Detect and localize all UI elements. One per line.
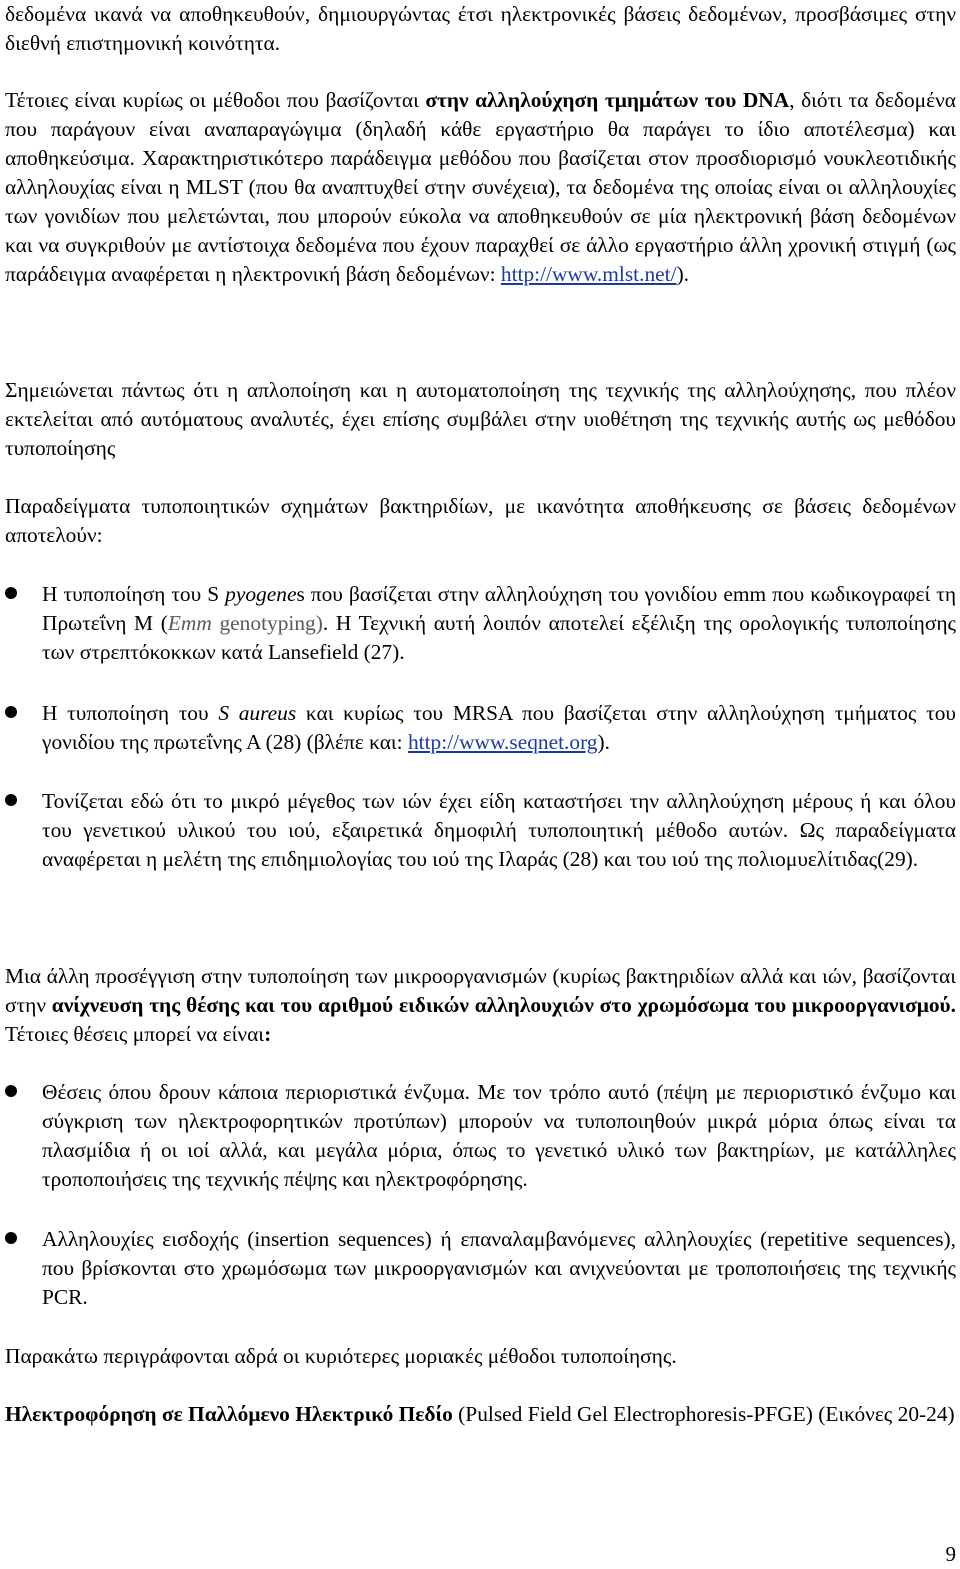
list-item <box>5 787 956 874</box>
list-item-text: Η τυποποίηση του S aureus και κυρίως του MRSA που βασίζεται στην αλληλούχηση τμήματος του γονιδίου της πρωτεΐνης Α (28) (βλέπε και: http://www.seqnet.org). <box>42 701 956 754</box>
text: ). <box>676 262 690 286</box>
list-item-text: Αλληλουχίες εισδοχής (insertion sequences) ή επαναλαμβανόμενες αλληλουχίες (repetitive sequences), που βρίσκονται στο χρωμόσωμα των μικροοργανισμών και ανιχνεύονται με τροποποιήσεις της τεχνικής PCR. <box>42 1227 956 1309</box>
list-item <box>5 699 956 757</box>
italic-text: S aureus <box>218 701 297 725</box>
paragraph-automation: Σημειώνεται πάντως ότι η απλοποίηση και η αυτοματοποίηση της τεχνικής της αλληλούχησης, που πλέον εκτελείται από αυτόματους αναλυτές, έχει επίσης συμβάλει στην υιοθέτηση της τεχνικής αυτής ως μεθόδου τυποποίησης <box>5 378 956 460</box>
text: , διότι τα δεδομένα που παράγουν είναι αναπαραγώγιμα (δηλαδή κάθε εργαστήριο θα παράγει το ίδιο αποτέλεσμα) και αποθηκεύσιμα. Χαρακτηριστικότερο παράδειγμα μεθόδου που βασίζεται στον προσδιορισμό νουκλεοτιδικής αλληλουχίας είναι η MLST (που θα αναπτυχθεί στην συνέχεια), τα δεδομένα της οποίας είναι οι αλληλουχίες των γονιδίων που μελετώνται, που μπορούν εύκολα να αποθηκευθούν σε μία ηλεκτρονική βάση δεδομένων και να συγκριθούν με αντίστοιχα δεδομένα που έχουν παραχθεί σε άλλο εργαστήριο άλλη χρονική στιγμή (ως παράδειγμα αναφέρεται η ηλεκτρονική βάση δεδομένων: <box>5 88 956 286</box>
paragraph-examples: Παραδείγματα τυποποιητικών σχημάτων βακτηριδίων, με ικανότητα αποθήκευσης σε βάσεις δεδομένων αποτελούν: <box>5 494 956 547</box>
list-item <box>5 1078 956 1194</box>
bullet-icon <box>5 794 17 806</box>
seqnet-link[interactable]: http://www.seqnet.org <box>407 730 598 754</box>
paragraph-methods-intro: Παρακάτω περιγράφονται αδρά οι κυριότερες μοριακές μέθοδοι τυποποίησης. <box>5 1344 677 1368</box>
paragraph-chromosome-sequences: Μια άλλη προσέγγιση στην τυποποίηση των μικροοργανισμών (κυρίως βακτηριδίων αλλά και ιών, βασίζονται στην ανίχνευση της θέσης και του αριθμού ειδικών αλληλουχιών στο χρωμόσωμα του μικροοργανισμού. Τέτοιες θέσεις μπορεί να είναι: <box>5 964 956 1046</box>
list-item <box>5 1225 956 1312</box>
bold-text: στην αλληλούχηση τμημάτων του DNA <box>425 88 790 112</box>
bullet-icon <box>5 706 17 718</box>
list-item-text: Θέσεις όπου δρουν κάποια περιοριστικά ένζυμα. Με τον τρόπο αυτό (πέψη με περιοριστικό ένζυμο και σύγκριση των ηλεκτροφορητικών προτύπων) μπορούν να τυποποιηθούν μικρά μόρια όπως είναι τα πλασμίδια ή οι ιοί αλλά, και μεγάλα μόρια, όπως το γενετικό υλικό των βακτηρίων, με κατάλληλες τροποποιήσεις της τεχνικής πέψης και ηλεκτροφόρησης. <box>42 1080 956 1191</box>
paragraph-dna-sequencing <box>5 86 956 289</box>
emm-genotyping-text: Emm genotyping) <box>167 611 323 635</box>
bullet-icon <box>5 1085 17 1097</box>
bold-text: Ηλεκτροφόρηση σε Παλλόμενο Ηλεκτρικό Πεδίο <box>5 1402 453 1426</box>
list-item <box>5 580 956 667</box>
section-heading-pfge: Ηλεκτροφόρηση σε Παλλόμενο Ηλεκτρικό Πεδίο (Pulsed Field Gel Electrophoresis-PFGE) (Εικόνες 20-24) <box>5 1402 955 1426</box>
page-number: 9 <box>945 1542 956 1566</box>
italic-text: pyogene <box>225 582 297 606</box>
list-item-text: Τονίζεται εδώ ότι το μικρό μέγεθος των ιών έχει είδη καταστήσει την αλληλούχηση μέρους ή και όλου του γενετικού υλικού του ιού, εξαιρετικά δημοφιλή τυποποιητική μέθοδο αυτών. Ως παραδείγματα αναφέρεται η μελέτη της επιδημιολογίας του ιού της Ιλαράς (28) και του ιού της πολιομυελίτιδας(29). <box>42 789 956 871</box>
bold-text: ανίχνευση της θέσης και του αριθμού ειδικών αλληλουχιών στο χρωμόσωμα του μικροοργανισμού. <box>51 993 956 1017</box>
list-item-text: Η τυποποίηση του S pyogenes που βασίζεται στην αλληλούχηση του γονιδίου emm που κωδικογραφεί τη Πρωτεΐνη Μ (Emm genotyping). Η Τεχνική αυτή λοιπόν αποτελεί εξέλιξη της ορολογικής τυποποίησης των στρεπτόκοκκων κατά Lansefield (27). <box>42 582 957 664</box>
bullet-icon <box>5 1232 17 1244</box>
bullet-icon <box>5 587 17 599</box>
mlst-link[interactable]: http://www.mlst.net/ <box>500 262 677 286</box>
paragraph-intro: δεδομένα ικανά να αποθηκευθούν, δημιουργώντας έτσι ηλεκτρονικές βάσεις δεδομένων, προσβάσιμες στην διεθνή επιστημονική κοινότητα. <box>5 2 956 55</box>
text: Τέτοιες είναι κυρίως οι μέθοδοι που βασίζονται <box>5 88 426 112</box>
